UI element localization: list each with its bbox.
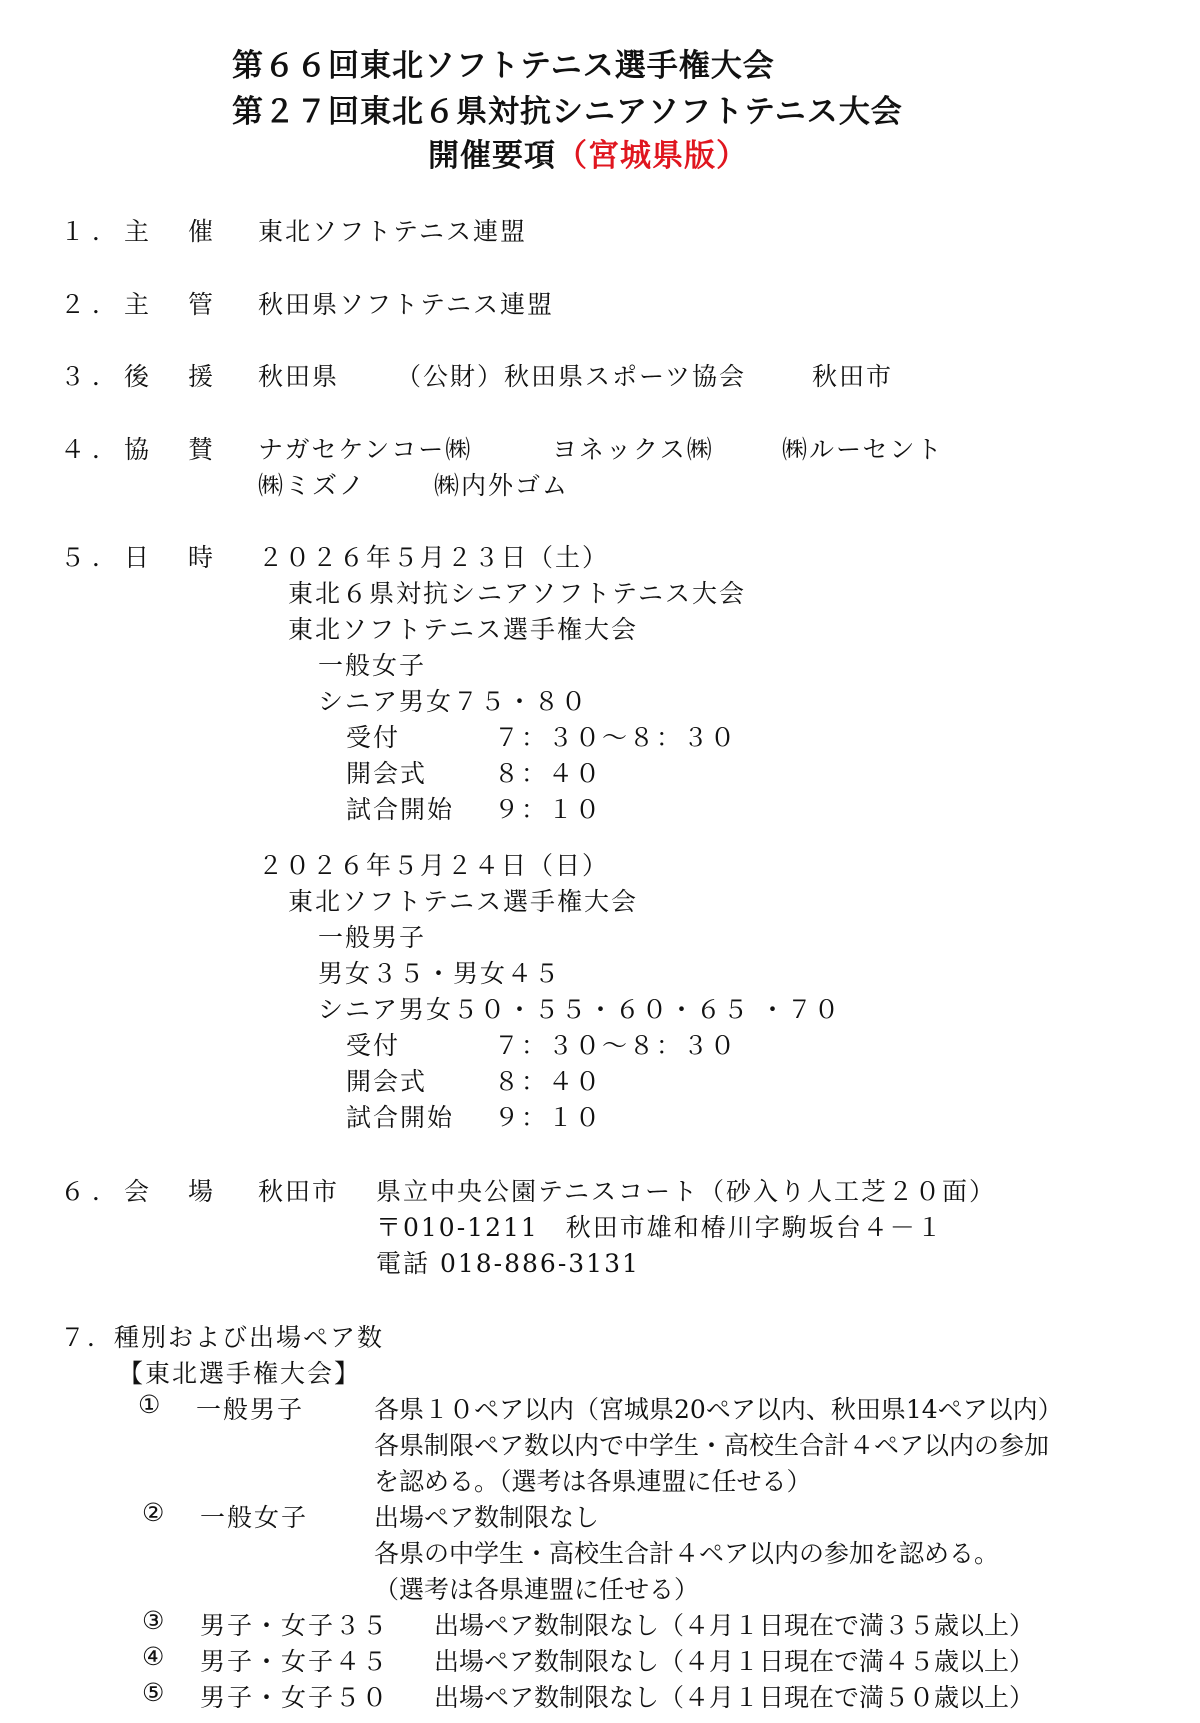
entry-rule: 出場ペア数制限なし（４月１日現在で満３５歳以上）: [434, 1611, 1035, 1640]
schedule-time: ９：１０: [494, 1103, 603, 1132]
supporter-item: （公財）秋田県スポーツ協会: [396, 362, 747, 391]
entry-rule: 各県制限ペア数以内で中学生・高校生合計４ペア以内の参加: [374, 1431, 1050, 1460]
entry-rule: 出場ペア数制限なし（４月１日現在で満４５歳以上）: [434, 1647, 1035, 1676]
day2-category: 一般男子: [318, 923, 427, 952]
schedule-name: 試合開始: [346, 795, 455, 824]
day1-category: シニア男女７５・８０: [318, 687, 589, 716]
day1-date: ２０２６年５月２３日（土）: [258, 543, 610, 572]
day2-category: シニア男女５０・５５・６０・６５ ・７０: [318, 995, 841, 1024]
schedule-name: 受付: [346, 723, 401, 752]
supporter-item: 秋田市: [812, 362, 894, 391]
title-edition: （宮城県版）: [556, 138, 748, 174]
sponsor-item: ナガセケンコー㈱: [258, 435, 473, 464]
section-1-label: １．主 催: [60, 217, 221, 246]
title-line-3: [428, 130, 748, 175]
entry-category: 一般男子: [196, 1395, 305, 1424]
venue-phone: 電話 018-886-3131: [376, 1249, 640, 1278]
entry-number: ①: [138, 1390, 163, 1419]
day1-event: 東北６県対抗シニアソフトテニス大会: [288, 579, 747, 608]
title-line-1: 第６６回東北ソフトテニス選手権大会: [232, 48, 775, 84]
day1-category: 一般女子: [318, 651, 427, 680]
venue-name: 県立中央公園テニスコート（砂入り人工芝２０面）: [376, 1177, 997, 1206]
section-2-label: ２．主 管: [60, 290, 221, 319]
sponsor-item: ヨネックス㈱: [552, 435, 714, 464]
entry-category: 男子・女子５０: [200, 1683, 390, 1712]
title-line-2: 第２７回東北６県対抗シニアソフトテニス大会: [232, 94, 903, 130]
entry-rule: 出場ペア数制限なし: [374, 1503, 600, 1532]
sponsor-item: ㈱ルーセント: [782, 435, 944, 464]
entry-rule: を認める。（選考は各県連盟に任せる）: [374, 1467, 812, 1496]
schedule-time: ７：３０～８：３０: [494, 723, 738, 752]
schedule-time: ７：３０～８：３０: [494, 1031, 738, 1060]
entry-rule: （選考は各県連盟に任せる）: [374, 1575, 700, 1604]
entry-number: ⑤: [142, 1678, 167, 1707]
entry-rule: 各県の中学生・高校生合計４ペア以内の参加を認める。: [374, 1539, 1000, 1568]
section-6-label: ６．会 場: [60, 1177, 221, 1206]
section-2-value: 秋田県ソフトテニス連盟: [258, 290, 555, 319]
section-4-label: ４．協 賛: [60, 435, 221, 464]
section-5-label: ５．日 時: [60, 543, 221, 572]
schedule-name: 開会式: [346, 759, 428, 788]
entry-rule: 出場ペア数制限なし（４月１日現在で満５０歳以上）: [434, 1683, 1035, 1712]
day2-date: ２０２６年５月２４日（日）: [258, 851, 610, 880]
schedule-time: ９：１０: [494, 795, 603, 824]
entry-rule: 各県１０ペア以内（宮城県20ペア以内、秋田県14ペア以内）: [374, 1395, 1063, 1424]
section-7-subheading: 【東北選手権大会】: [118, 1359, 362, 1388]
sponsor-item: ㈱内外ゴム: [434, 471, 570, 500]
entry-number: ④: [142, 1642, 167, 1671]
entry-number: ③: [142, 1606, 167, 1635]
day2-event: 東北ソフトテニス選手権大会: [288, 887, 639, 916]
entry-number: ②: [142, 1498, 167, 1527]
entry-category: 一般女子: [200, 1503, 309, 1532]
title-main: 開催要項: [428, 138, 556, 174]
venue-address: 〒010-1211 秋田市雄和椿川字駒坂台４－１: [376, 1213, 944, 1242]
schedule-time: ８：４０: [494, 759, 603, 788]
schedule-name: 開会式: [346, 1067, 428, 1096]
sponsor-item: ㈱ミズノ: [258, 471, 367, 500]
schedule-time: ８：４０: [494, 1067, 603, 1096]
schedule-name: 受付: [346, 1031, 401, 1060]
entry-category: 男子・女子３５: [200, 1611, 390, 1640]
section-7-label: ７．種別および出場ペア数: [60, 1323, 385, 1352]
day2-category: 男女３５・男女４５: [318, 959, 562, 988]
day1-event: 東北ソフトテニス選手権大会: [288, 615, 639, 644]
supporter-item: 秋田県: [258, 362, 340, 391]
section-1-value: 東北ソフトテニス連盟: [258, 217, 528, 246]
section-3-label: ３．後 援: [60, 362, 221, 391]
venue-city: 秋田市: [258, 1177, 340, 1206]
schedule-name: 試合開始: [346, 1103, 455, 1132]
entry-category: 男子・女子４５: [200, 1647, 390, 1676]
